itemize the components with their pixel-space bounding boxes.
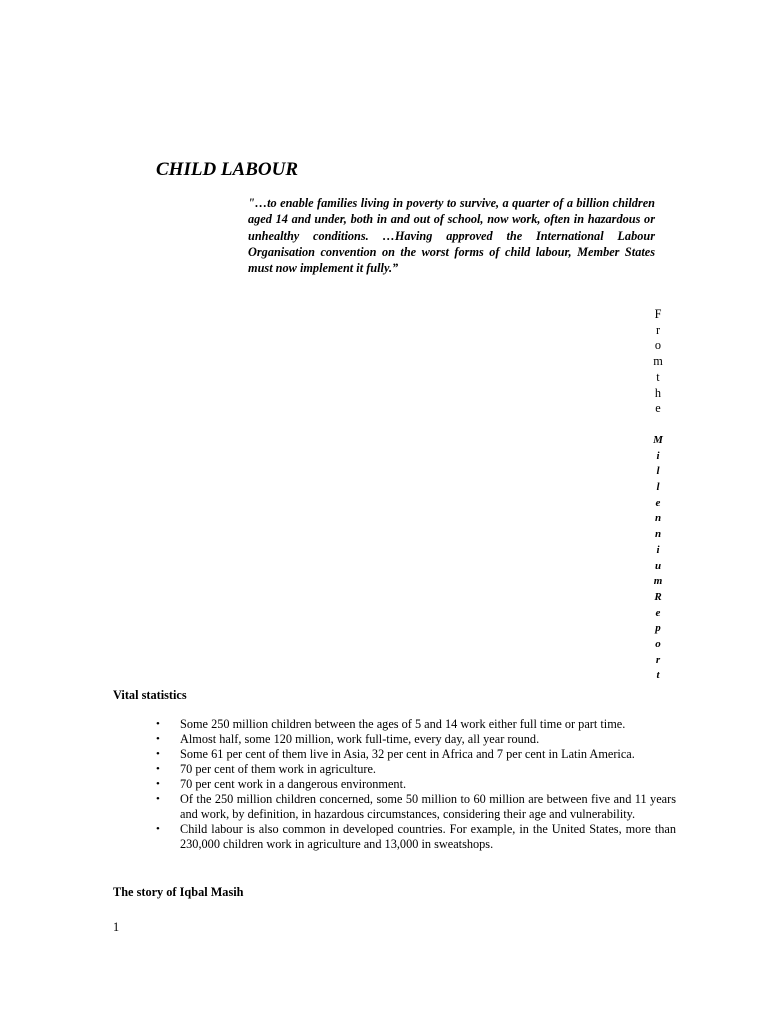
attribution-letter: h	[654, 385, 662, 400]
attribution-letter: m	[653, 354, 663, 369]
attribution-source-letter: u	[654, 559, 662, 572]
attribution-letter: o	[654, 338, 662, 353]
attribution-source-letter: m	[653, 575, 663, 588]
quote-attribution	[648, 307, 668, 684]
list-item	[152, 792, 676, 822]
list-item	[152, 732, 676, 747]
list-item-text: 70 per cent of them work in agriculture.	[180, 762, 376, 776]
bullet-icon: •	[156, 733, 160, 745]
list-item-text: Child labour is also common in developed countries. For example, in the United States, more than 230,000 children work in agriculture and 13,000 in sweatshops.	[180, 822, 676, 851]
list-item-text: Of the 250 million children concerned, some 50 million to 60 million are between five and 11 years and work, by definition, in hazardous circumstances, considering their age and vulnerability.	[180, 792, 676, 821]
attribution-source-letter: M	[653, 433, 663, 446]
attribution-source-letter: l	[656, 481, 660, 494]
attribution-source-letter: i	[656, 449, 660, 462]
list-item	[152, 762, 676, 777]
list-item	[152, 822, 676, 852]
vital-statistics-heading: Vital statistics	[113, 688, 187, 702]
vital-statistics-list	[152, 717, 676, 852]
bullet-icon: •	[156, 778, 160, 790]
attribution-source-letter: r	[655, 653, 661, 666]
attribution-source-letter: t	[656, 669, 660, 682]
list-item-text: Some 250 million children between the ages of 5 and 14 work either full time or part time.	[180, 717, 626, 731]
list-item-text: Some 61 per cent of them live in Asia, 32 per cent in Africa and 7 per cent in Latin America.	[180, 747, 635, 761]
list-item	[152, 717, 676, 732]
attribution-gap	[648, 417, 668, 433]
list-item	[152, 777, 676, 792]
attribution-source-letter: n	[654, 512, 662, 525]
attribution-source-letter: o	[655, 638, 661, 651]
attribution-source-letter: e	[655, 496, 661, 509]
attribution-source-letter: e	[655, 606, 661, 619]
iqbal-masih-story-heading: The story of Iqbal Masih	[113, 885, 244, 899]
attribution-letter: F	[654, 307, 662, 321]
list-item-text: Almost half, some 120 million, work full-time, every day, all year round.	[180, 732, 540, 746]
document-title: CHILD LABOUR	[156, 159, 298, 180]
attribution-letter: r	[655, 322, 661, 337]
bullet-icon: •	[156, 823, 160, 835]
attribution-letter: e	[655, 401, 661, 416]
bullet-icon: •	[156, 793, 160, 805]
attribution-source-letter: R	[654, 590, 662, 603]
millennium-report-quote: "…to enable families living in poverty to survive, a quarter of a billion children aged 14 and under, both in and out of school, now work, often in hazardous or unhealthy conditions. …Having approved the International Labour Organisation convention on the worst forms of child labour, Member States must now implement it fully.”	[248, 196, 655, 276]
attribution-source-letter: l	[656, 465, 660, 478]
bullet-icon: •	[156, 718, 160, 730]
page-number: 1	[113, 920, 120, 934]
attribution-source-letter: i	[656, 543, 660, 556]
bullet-icon: •	[156, 763, 160, 775]
attribution-source-letter: p	[655, 622, 661, 635]
attribution-source-letter: n	[654, 528, 662, 541]
list-item-text: 70 per cent work in a dangerous environment.	[180, 777, 407, 791]
bullet-icon: •	[156, 748, 160, 760]
attribution-letter: t	[656, 369, 660, 384]
list-item	[152, 747, 676, 762]
